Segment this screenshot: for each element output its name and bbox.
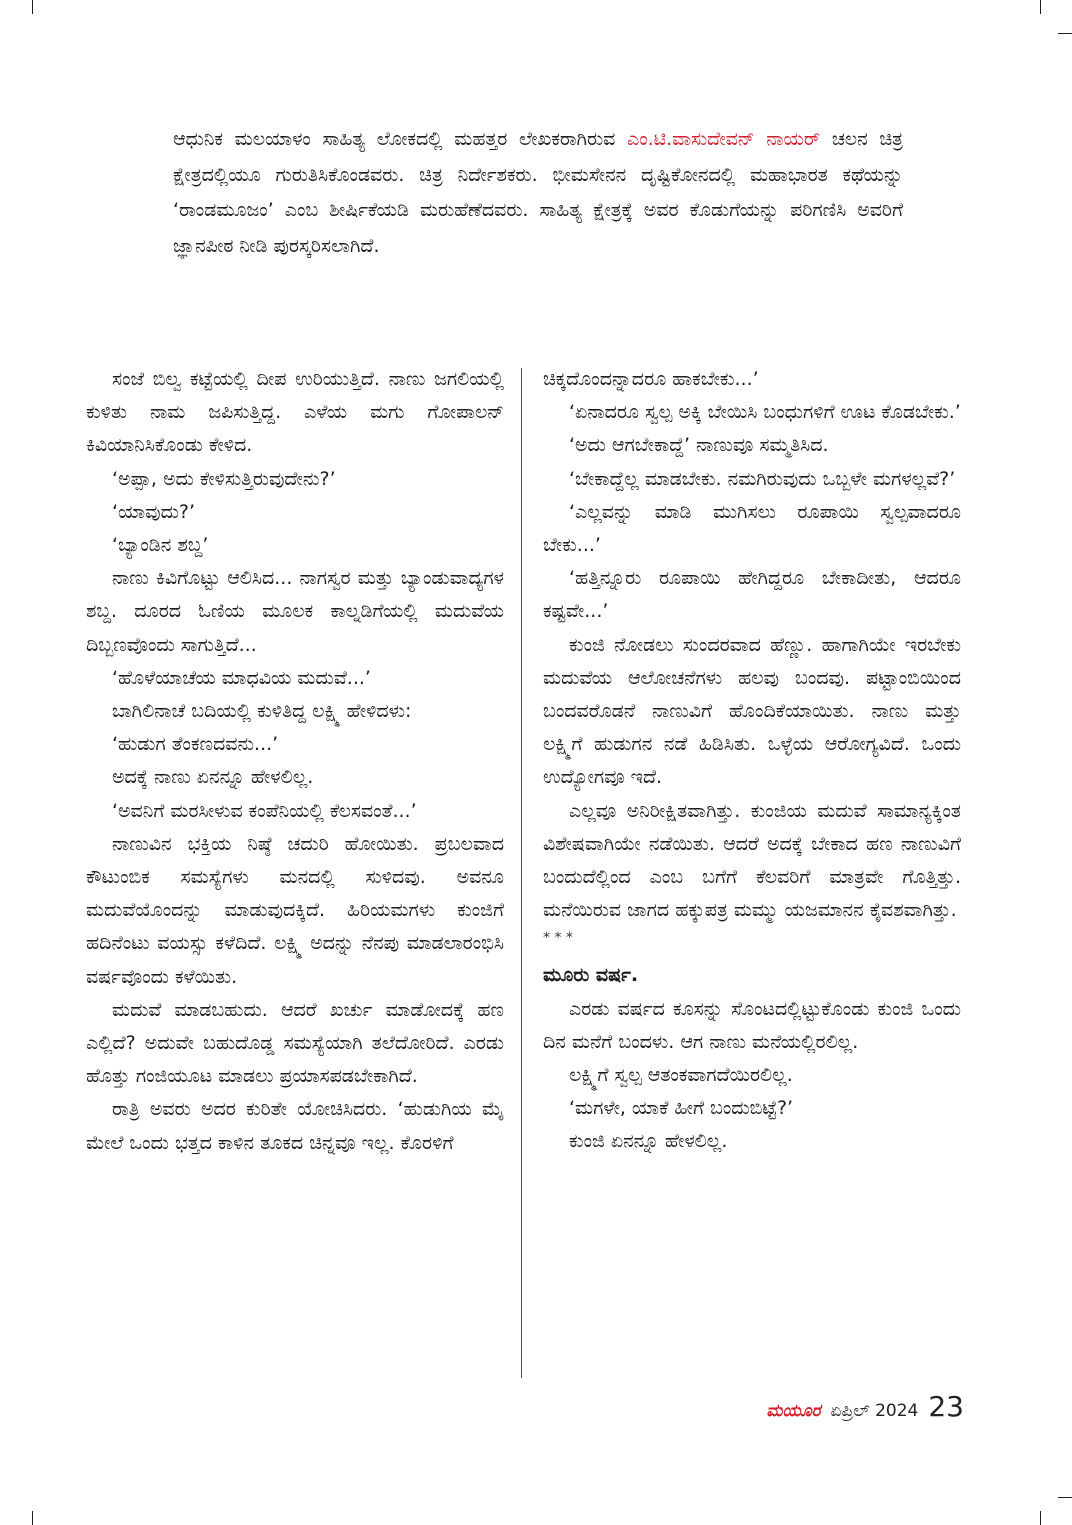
paragraph: ‘ಅವನಿಗೆ ಮರಸೀಳುವ ಕಂಪೆನಿಯಲ್ಲಿ ಕೆಲಸವಂತೆ...’	[112, 799, 417, 822]
crop-mark-top-left	[32, 0, 33, 14]
paragraph: ‘ಅದು ಆಗಬೇಕಾದ್ದೆ’ ನಾಣುವೂ ಸಮ್ಮತಿಸಿದ.	[569, 434, 829, 457]
author-name: ಎಂ.ಟಿ.ವಾಸುದೇವನ್ ನಾಯರ್	[627, 128, 821, 150]
paragraph: ಎರಡು ವರ್ಷದ ಕೂಸನ್ನು ಸೊಂಟದಲ್ಲಿಟ್ಟುಕೊಂಡು ಕುಂಜಿ ಒಂದು ದಿನ ಮನೆಗೆ ಬಂದಳು. ಆಗ ನಾಣು ಮನೆಯಲ್ಲಿರಲಿಲ್ಲ.	[543, 997, 961, 1053]
paragraph: ‘ಯಾವುದು?’	[112, 500, 196, 523]
crop-mark-top-right	[1040, 0, 1041, 14]
paragraph: ರಾತ್ರಿ ಅವರು ಅದರ ಕುರಿತೇ ಯೋಚಿಸಿದರು. ‘ಹುಡುಗಿಯ ಮೈ ಮೇಲೆ ಒಂದು ಭತ್ತದ ಕಾಳಿನ ತೂಕದ ಚಿನ್ನವೂ ಇಲ್ಲ. ಕೊರಳಿಗೆ	[86, 1098, 504, 1154]
right-column	[543, 363, 961, 1159]
paragraph-continuation: ಚಿಕ್ಕದೊಂದನ್ನಾದರೂ ಹಾಕಬೇಕು...’	[543, 368, 759, 390]
paragraph: ‘ಮಗಳೇ, ಯಾಕೆ ಹೀಗೆ ಬಂದುಬಿಟ್ಟೆ?’	[569, 1097, 794, 1120]
paragraph: ಬಾಗಿಲಿನಾಚೆ ಬದಿಯಲ್ಲಿ ಕುಳಿತಿದ್ದ ಲಕ್ಷ್ಮಿ ಹೇಳಿದಳು:	[112, 700, 412, 723]
magazine-logo: ಮಯೂರ	[766, 1401, 821, 1421]
author-intro	[173, 122, 903, 264]
paragraph: ನಾಣುವಿನ ಭಕ್ತಿಯ ನಿಷ್ಠೆ ಚದುರಿ ಹೋಯಿತು. ಪ್ರಬಲವಾದ ಕೌಟುಂಬಿಕ ಸಮಸ್ಯೆಗಳು ಮನದಲ್ಲಿ ಸುಳಿದವು. ಅವನೂ ಮದುವೆಯೊಂದನ್ನು ಮಾಡುವುದಕ್ಕಿದೆ. ಹಿರಿಯಮಗಳು ಕುಂಜಿಗೆ ಹದಿನೆಂಟು ವಯಸ್ಸು ಕಳೆದಿದೆ. ಲಕ್ಷ್ಮಿ ಅದನ್ನು ನೆನಪು ಮಾಡಲಾರಂಭಿಸಿ ವರ್ಷವೊಂದು ಕಳೆಯಿತು.	[86, 832, 504, 988]
paragraph: ‘ಏನಾದರೂ ಸ್ವಲ್ಪ ಅಕ್ಕಿ ಬೇಯಿಸಿ ಬಂಧುಗಳಿಗೆ ಊಟ ಕೊಡಬೇಕು.’	[569, 401, 961, 424]
paragraph: ಕುಂಜಿ ಏನನ್ನೂ ಹೇಳಲಿಲ್ಲ.	[569, 1130, 728, 1153]
section-separator: * * *	[543, 930, 573, 947]
page-footer	[766, 1390, 964, 1423]
intro-text-1: ಆಧುನಿಕ ಮಲಯಾಳಂ ಸಾಹಿತ್ಯ ಲೋಕದಲ್ಲಿ ಮಹತ್ತರ ಲೇಖಕರಾಗಿರುವ	[173, 128, 628, 150]
paragraph: ‘ಬ್ಯಾಂಡಿನ ಶಬ್ದ’	[112, 534, 209, 557]
crop-mark-bottom-right	[1040, 1511, 1041, 1525]
paragraph: ‘ಅಪ್ಪಾ, ಅದು ಕೇಳಿಸುತ್ತಿರುವುದೇನು?’	[112, 467, 336, 490]
paragraph: ‘ಹುಡುಗ ತೆಂಕಣದವನು...’	[112, 733, 279, 756]
intro-text-2: ಚಲನ ಚಿತ್ರ ಕ್ಷೇತ್ರದಲ್ಲಿಯೂ ಗುರುತಿಸಿಕೊಂಡವರು. ಚಿತ್ರ ನಿರ್ದೇಶಕರು. ಭೀಮಸೇನನ ದೃಷ್ಟಿಕೋನದಲ್ಲಿ ಮಹಾಭಾರತ ಕಥೆಯನ್ನು ‘ರಾಂಡಮೂಜಂ’ ಎಂಬ ಶೀರ್ಷಿಕೆಯಡಿ ಮರುಹೆಣೆದವರು. ಸಾಹಿತ್ಯ ಕ್ಷೇತ್ರಕ್ಕೆ ಅವರ ಕೊಡುಗೆಯನ್ನು ಪರಿಗಣಿಸಿ ಅವರಿಗೆ ಜ್ಞಾನಪೀಠ ನೀಡಿ ಪುರಸ್ಕರಿಸಲಾಗಿದೆ.	[173, 128, 903, 257]
section-heading: ಮೂರು ವರ್ಷ.	[543, 964, 639, 987]
paragraph: ‘ಹತ್ತಿನ್ನೂರು ರೂಪಾಯಿ ಹೇಗಿದ್ದರೂ ಬೇಕಾದೀತು, ಆದರೂ ಕಷ್ಟವೇ...’	[543, 567, 961, 623]
paragraph: ಎಲ್ಲವೂ ಅನಿರೀಕ್ಷಿತವಾಗಿತ್ತು. ಕುಂಜಿಯ ಮದುವೆ ಸಾಮಾನ್ಯಕ್ಕಿಂತ ವಿಶೇಷವಾಗಿಯೇ ನಡೆಯಿತು. ಆದರೆ ಅದಕ್ಕೆ ಬೇಕಾದ ಹಣ ನಾಣುವಿಗೆ ಬಂದುದೆಲ್ಲಿಂದ ಎಂಬ ಬಗೆಗೆ ಕೆಲವರಿಗೆ ಮಾತ್ರವೇ ಗೊತ್ತಿತ್ತು. ಮನೆಯಿರುವ ಜಾಗದ ಹಕ್ಕುಪತ್ರ ಮಮ್ಮು ಯಜಮಾನನ ಕೈವಶವಾಗಿತ್ತು.	[543, 799, 961, 922]
issue-date: ಏಪ್ರಿಲ್ 2024	[830, 1401, 919, 1421]
paragraph: ಕುಂಜಿ ನೋಡಲು ಸುಂದರವಾದ ಹೆಣ್ಣು. ಹಾಗಾಗಿಯೇ ಇರಬೇಕು ಮದುವೆಯ ಆಲೋಚನೆಗಳು ಹಲವು ಬಂದವು. ಪಟ್ಟಾಂಬಿಯಿಂದ ಬಂದವರೊಡನೆ ನಾಣುವಿಗೆ ಹೊಂದಿಕೆಯಾಯಿತು. ನಾಣು ಮತ್ತು ಲಕ್ಷ್ಮಿಗೆ ಹುಡುಗನ ನಡೆ ಹಿಡಿಸಿತು. ಒಳ್ಳೆಯ ಆರೋಗ್ಯವಿದೆ. ಒಂದು ಉದ್ಯೋಗವೂ ಇದೆ.	[543, 633, 961, 789]
crop-mark-right-top	[1058, 33, 1072, 34]
crop-mark-bottom-left	[32, 1511, 33, 1525]
paragraph: ಸಂಜೆ ಬಿಲ್ವ ಕಟ್ಟೆಯಲ್ಲಿ ದೀಪ ಉರಿಯುತ್ತಿದೆ. ನಾಣು ಜಗಲಿಯಲ್ಲಿ ಕುಳಿತು ನಾಮ ಜಪಿಸುತ್ತಿದ್ದ. ಎಳೆಯ ಮಗು ಗೋಪಾಲನ್ ಕಿವಿಯಾನಿಸಿಕೊಂಡು ಕೇಳಿದ.	[86, 368, 504, 457]
crop-mark-right-bottom	[1058, 1497, 1072, 1498]
paragraph: ಲಕ್ಷ್ಮಿಗೆ ಸ್ವಲ್ಪ ಆತಂಕವಾಗದೆಯಿರಲಿಲ್ಲ.	[569, 1064, 793, 1087]
paragraph: ಮದುವೆ ಮಾಡಬಹುದು. ಆದರೆ ಖರ್ಚು ಮಾಡೋದಕ್ಕೆ ಹಣ ಎಲ್ಲಿದೆ? ಅದುವೇ ಬಹುದೊಡ್ಡ ಸಮಸ್ಯೆಯಾಗಿ ತಲೆದೋರಿದೆ. ಎರಡು ಹೊತ್ತು ಗಂಜಿಯೂಟ ಮಾಡಲು ಪ್ರಯಾಸಪಡಬೇಕಾಗಿದೆ.	[86, 998, 504, 1088]
page-number: 23	[928, 1390, 964, 1423]
column-divider	[521, 368, 522, 1378]
paragraph: ‘ಬೇಕಾದ್ದೆಲ್ಲ ಮಾಡಬೇಕು. ನಮಗಿರುವುದು ಒಬ್ಬಳೇ ಮಗಳಲ್ಲವೆ?’	[569, 467, 956, 490]
left-column	[86, 363, 504, 1160]
paragraph: ಅದಕ್ಕೆ ನಾಣು ಏನನ್ನೂ ಹೇಳಲಿಲ್ಲ.	[112, 766, 314, 789]
paragraph: ‘ಹೊಳೆಯಾಚೆಯ ಮಾಧವಿಯ ಮದುವೆ...’	[112, 666, 371, 689]
paragraph: ನಾಣು ಕಿವಿಗೊಟ್ಟು ಆಲಿಸಿದ... ನಾಗಸ್ವರ ಮತ್ತು ಬ್ಯಾಂಡುವಾದ್ಯಗಳ ಶಬ್ದ. ದೂರದ ಓಣಿಯ ಮೂಲಕ ಕಾಲ್ನಡಿಗೆಯಲ್ಲಿ ಮದುವೆಯ ದಿಬ್ಬಣವೊಂದು ಸಾಗುತ್ತಿದೆ...	[86, 567, 504, 656]
paragraph: ‘ಎಲ್ಲವನ್ನು ಮಾಡಿ ಮುಗಿಸಲು ರೂಪಾಯಿ ಸ್ವಲ್ಪವಾದರೂ ಬೇಕು...’	[543, 500, 961, 557]
